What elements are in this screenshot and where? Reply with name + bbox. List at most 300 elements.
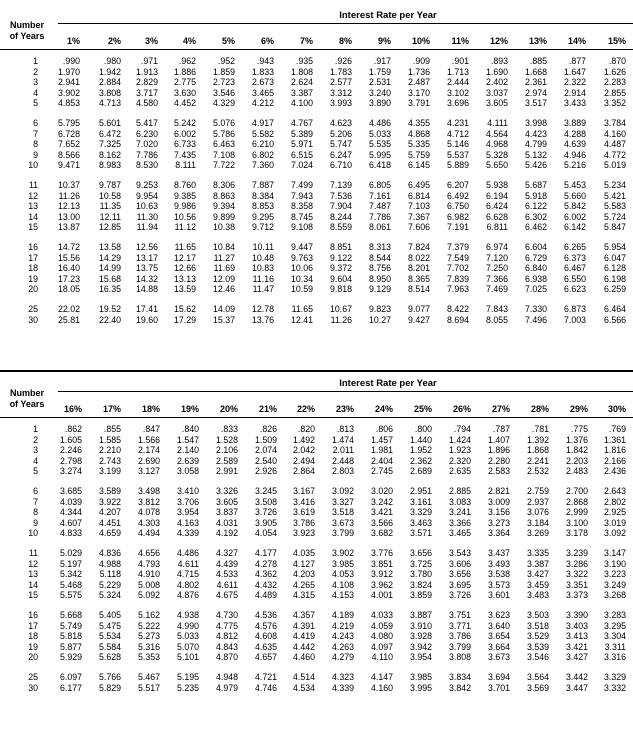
value-cell: 1.547 <box>176 434 199 445</box>
value-cell: 3.463 <box>409 517 432 528</box>
value-cell: 3.993 <box>329 98 352 109</box>
value-cell: 2.011 <box>332 445 354 456</box>
value-cell: 3.020 <box>370 486 393 496</box>
value-cell: 7.024 <box>290 160 313 171</box>
value-cell: 6.974 <box>485 242 508 252</box>
value-cell: 17.29 <box>173 314 196 325</box>
value-cell: 1.605 <box>59 434 82 445</box>
table-row <box>0 683 633 694</box>
value-cell: 5.829 <box>98 682 121 693</box>
rate-column-header: 19% <box>180 404 199 414</box>
value-cell: 3.780 <box>409 569 432 580</box>
value-cell: 6.128 <box>603 263 626 274</box>
rate-column-header: 22% <box>296 404 315 414</box>
value-cell: 5.584 <box>98 641 121 652</box>
value-cell: 4.439 <box>215 558 238 569</box>
value-cell: 3.601 <box>487 590 510 601</box>
rate-column-header: 13% <box>528 36 547 46</box>
value-cell: 3.239 <box>565 548 588 558</box>
value-cell: 4.031 <box>215 517 238 528</box>
value-cell: .962 <box>178 56 196 66</box>
value-cell: 3.928 <box>409 631 432 642</box>
value-cell: 4.656 <box>137 548 160 558</box>
value-cell: 3.352 <box>603 98 626 109</box>
value-cell: 3.664 <box>487 641 510 652</box>
value-cell: .935 <box>295 56 313 66</box>
rate-column-header: 7% <box>299 36 313 46</box>
year-cell: 14 <box>28 579 38 590</box>
year-cell: 19 <box>28 641 38 652</box>
year-cell: 3 <box>33 445 38 456</box>
rate-column-header: 12% <box>489 36 508 46</box>
value-cell: 6.463 <box>212 139 235 150</box>
value-cell: 5.008 <box>137 579 160 590</box>
value-cell: 6.628 <box>485 211 508 222</box>
value-cell: 3.311 <box>604 641 626 652</box>
value-cell: 3.923 <box>292 528 315 539</box>
value-cell: 3.273 <box>487 517 510 528</box>
value-cell: 2.951 <box>409 486 432 496</box>
header-rule <box>0 49 633 50</box>
value-cell: 1.392 <box>526 434 549 445</box>
value-cell: 3.842 <box>448 682 471 693</box>
value-cell: 12.09 <box>212 273 235 284</box>
table-row <box>0 610 633 621</box>
value-cell: 3.332 <box>603 682 626 693</box>
value-cell: 7.108 <box>212 149 235 160</box>
value-cell: .775 <box>570 424 588 434</box>
value-cell: 10.63 <box>135 201 158 212</box>
value-cell: 4.329 <box>212 98 235 109</box>
value-cell: 5.575 <box>59 590 82 601</box>
value-cell: 4.231 <box>446 118 469 128</box>
value-cell: 3.799 <box>448 641 471 652</box>
year-cell: 5 <box>33 466 38 477</box>
table-row <box>0 466 633 477</box>
value-cell: 7.435 <box>173 149 196 160</box>
value-cell: 5.517 <box>137 682 160 693</box>
rate-column-header: 15% <box>607 36 626 46</box>
value-cell: 4.635 <box>254 641 277 652</box>
value-cell: 3.656 <box>409 548 432 558</box>
value-cell: 6.198 <box>603 273 626 284</box>
value-cell: 7.025 <box>524 284 547 295</box>
table-row <box>0 621 633 632</box>
value-cell: 7.943 <box>290 190 313 201</box>
rate-column-header: 9% <box>377 36 391 46</box>
value-cell: 3.100 <box>565 517 588 528</box>
value-cell: 4.391 <box>292 620 315 631</box>
value-cell: 3.058 <box>176 466 199 477</box>
year-cell: 20 <box>28 284 38 295</box>
value-cell: 19.60 <box>135 314 158 325</box>
years-header-line: of Years <box>9 399 45 409</box>
value-cell: 7.379 <box>446 242 469 252</box>
value-cell: 3.571 <box>409 528 432 539</box>
value-cell: 3.083 <box>448 496 471 507</box>
value-cell: 2.914 <box>563 87 586 98</box>
value-cell: 5.335 <box>407 139 430 150</box>
value-cell: 1.896 <box>487 445 510 456</box>
value-cell: 1.457 <box>370 434 393 445</box>
value-cell: 7.887 <box>251 180 274 190</box>
value-cell: 2.635 <box>448 466 471 477</box>
value-cell: 6.002 <box>173 128 196 139</box>
value-cell: 5.468 <box>59 579 82 590</box>
value-cell: 4.608 <box>254 631 277 642</box>
value-cell: .794 <box>453 424 471 434</box>
value-cell: 9.122 <box>329 252 352 263</box>
value-cell: 2.362 <box>409 455 432 466</box>
table-row <box>0 242 633 253</box>
value-cell: .926 <box>334 56 352 66</box>
value-cell: 4.611 <box>216 579 238 590</box>
value-cell: 1.913 <box>135 66 158 77</box>
value-cell: 2.320 <box>448 455 471 466</box>
value-cell: 5.417 <box>135 118 158 128</box>
value-cell: 8.384 <box>251 190 274 201</box>
value-cell: 6.550 <box>563 273 586 284</box>
table-caption: Interest Rate per Year <box>339 378 437 389</box>
value-cell: 3.995 <box>409 682 432 693</box>
value-cell: 4.812 <box>215 631 238 642</box>
value-cell: 4.203 <box>292 569 315 580</box>
value-cell: 5.324 <box>98 590 121 601</box>
table-row <box>0 263 633 274</box>
value-cell: 3.427 <box>526 569 549 580</box>
value-cell: 1.566 <box>137 434 160 445</box>
value-cell: 4.059 <box>370 620 393 631</box>
value-cell: 4.035 <box>292 548 315 558</box>
year-cell: 30 <box>28 314 38 325</box>
table-row <box>0 77 633 88</box>
value-cell: 1.626 <box>603 66 626 77</box>
value-cell: 3.241 <box>448 507 471 518</box>
value-cell: 12.17 <box>173 252 196 263</box>
value-cell: 5.389 <box>290 128 313 139</box>
value-cell: 2.106 <box>215 445 238 456</box>
value-cell: 14.72 <box>57 242 80 252</box>
table-row <box>0 580 633 591</box>
year-cell: 13 <box>28 201 38 212</box>
value-cell: 4.153 <box>331 590 354 601</box>
value-cell: 3.493 <box>487 558 510 569</box>
value-cell: 1.690 <box>485 66 508 77</box>
value-cell: 2.926 <box>254 466 277 477</box>
value-cell: .813 <box>336 424 354 434</box>
value-cell: 3.695 <box>448 579 471 590</box>
value-cell: 4.533 <box>215 569 238 580</box>
value-cell: 11.26 <box>58 190 80 201</box>
value-cell: .826 <box>259 424 277 434</box>
value-cell: .943 <box>256 56 274 66</box>
table-row <box>0 118 633 129</box>
value-cell: 3.889 <box>563 118 586 128</box>
value-cell: 4.315 <box>292 590 315 601</box>
value-cell: 9.823 <box>368 304 391 314</box>
value-cell: 3.442 <box>565 672 588 682</box>
value-cell: 4.423 <box>524 128 547 139</box>
value-cell: 2.487 <box>407 77 430 88</box>
value-cell: 2.241 <box>526 455 549 466</box>
value-cell: 5.628 <box>98 652 121 663</box>
value-cell: 4.279 <box>331 652 354 663</box>
value-cell: 2.483 <box>565 466 588 477</box>
value-cell: 2.743 <box>98 455 121 466</box>
value-cell: 7.367 <box>407 211 430 222</box>
value-cell: 2.436 <box>603 466 626 477</box>
value-cell: 9.604 <box>329 273 352 284</box>
rate-column-header: 28% <box>530 404 549 414</box>
value-cell: 4.833 <box>59 528 82 539</box>
value-cell: 4.713 <box>98 98 121 109</box>
value-cell: 4.968 <box>485 139 508 150</box>
value-cell: 3.322 <box>565 569 588 580</box>
value-cell: .909 <box>412 56 430 66</box>
value-cell: 8.244 <box>329 211 352 222</box>
value-cell: 3.771 <box>448 620 471 631</box>
value-cell: 2.246 <box>59 445 82 456</box>
value-cell: 3.725 <box>409 558 432 569</box>
value-cell: 3.335 <box>526 548 549 558</box>
value-cell: 19.52 <box>98 304 121 314</box>
value-cell: 9.295 <box>251 211 274 222</box>
value-cell: 4.442 <box>292 641 315 652</box>
value-cell: 3.517 <box>524 98 547 109</box>
caption-underline <box>58 391 633 392</box>
year-cell: 10 <box>28 160 38 171</box>
value-cell: 6.145 <box>407 160 430 171</box>
value-cell: 11.35 <box>99 201 121 212</box>
value-cell: 4.147 <box>370 672 393 682</box>
value-cell: 4.339 <box>176 528 199 539</box>
value-cell: 15.56 <box>57 252 80 263</box>
years-header-line: Number <box>9 388 44 398</box>
value-cell: 1.713 <box>446 66 469 77</box>
value-cell: 4.623 <box>329 118 352 128</box>
value-cell: 3.184 <box>526 517 549 528</box>
value-cell: 6.802 <box>251 149 274 160</box>
value-cell: 11.27 <box>213 252 235 263</box>
value-cell: 2.283 <box>603 77 626 88</box>
value-cell: 5.847 <box>603 222 626 233</box>
value-cell: 10.27 <box>368 314 391 325</box>
value-cell: 8.201 <box>407 263 430 274</box>
value-cell: 4.948 <box>215 672 238 682</box>
value-cell: 4.534 <box>292 682 315 693</box>
value-cell: 4.362 <box>254 569 277 580</box>
value-cell: 1.668 <box>524 66 547 77</box>
value-cell: 4.288 <box>563 128 586 139</box>
value-cell: 6.472 <box>98 128 121 139</box>
value-cell: 4.657 <box>254 652 277 663</box>
value-cell: 3.242 <box>370 496 393 507</box>
value-cell: 4.494 <box>137 528 160 539</box>
value-cell: 4.265 <box>292 579 315 590</box>
value-cell: 6.207 <box>446 180 469 190</box>
value-cell: 4.080 <box>370 631 393 642</box>
value-cell: 5.195 <box>176 672 199 682</box>
value-cell: 12.66 <box>173 263 196 274</box>
value-cell: 4.607 <box>59 517 82 528</box>
table-caption: Interest Rate per Year <box>339 10 437 21</box>
value-cell: 5.235 <box>176 682 199 693</box>
value-cell: 3.685 <box>59 486 82 496</box>
value-cell: 4.489 <box>254 590 277 601</box>
value-cell: 3.366 <box>448 517 471 528</box>
value-cell: 3.223 <box>603 569 626 580</box>
value-cell: 12.46 <box>212 284 235 295</box>
value-cell: 6.623 <box>563 284 586 295</box>
rate-column-header: 26% <box>452 404 471 414</box>
value-cell: 4.219 <box>331 620 354 631</box>
value-cell: 4.419 <box>292 631 315 642</box>
value-cell: 5.650 <box>485 160 508 171</box>
value-cell: 5.938 <box>485 180 508 190</box>
value-cell: 3.694 <box>487 672 510 682</box>
value-cell: 1.492 <box>292 434 315 445</box>
value-cell: 5.222 <box>137 620 160 631</box>
value-cell: 4.263 <box>331 641 354 652</box>
value-cell: 2.884 <box>98 77 121 88</box>
value-cell: 3.364 <box>487 528 510 539</box>
value-cell: 3.269 <box>526 528 549 539</box>
value-cell: 5.687 <box>524 180 547 190</box>
value-cell: .769 <box>608 424 626 434</box>
value-cell: 4.192 <box>215 528 238 539</box>
value-cell: 7.487 <box>368 201 391 212</box>
rate-column-header: 17% <box>102 404 121 414</box>
value-cell: 4.432 <box>254 579 277 590</box>
table-row <box>0 559 633 570</box>
value-cell: 8.422 <box>446 304 469 314</box>
value-cell: 3.147 <box>603 548 626 558</box>
table-row <box>0 435 633 446</box>
value-cell: 7.652 <box>57 139 80 150</box>
value-cell: 5.353 <box>137 652 160 663</box>
value-cell: 3.808 <box>98 87 121 98</box>
value-cell: 9.447 <box>290 242 313 252</box>
value-cell: 15.62 <box>173 304 196 314</box>
value-cell: 9.427 <box>407 314 430 325</box>
value-cell: 5.818 <box>59 631 82 642</box>
value-cell: 8.061 <box>368 222 391 233</box>
value-cell: 10.11 <box>252 242 274 252</box>
annuity-table-16-30 <box>0 370 633 732</box>
table-row <box>0 212 633 223</box>
years-header-line: Number <box>9 20 44 30</box>
value-cell: 2.280 <box>487 455 510 466</box>
value-cell: .806 <box>375 424 393 434</box>
year-cell: 2 <box>33 66 38 77</box>
value-cell: 5.747 <box>329 139 352 150</box>
value-cell: 3.566 <box>370 517 393 528</box>
value-cell: 5.316 <box>137 641 160 652</box>
value-cell: 3.274 <box>59 466 82 477</box>
value-cell: 6.604 <box>524 242 547 252</box>
value-cell: 3.312 <box>329 87 352 98</box>
value-cell: 3.905 <box>254 517 277 528</box>
value-cell: 3.546 <box>212 87 235 98</box>
value-cell: 4.730 <box>215 610 238 620</box>
value-cell: 22.40 <box>98 314 121 325</box>
table-row <box>0 191 633 202</box>
table-row <box>0 445 633 456</box>
value-cell: 2.140 <box>176 445 199 456</box>
value-cell: 7.499 <box>290 180 313 190</box>
value-cell: 14.29 <box>98 252 121 263</box>
value-cell: 7.702 <box>446 263 469 274</box>
value-cell: 3.890 <box>368 98 391 109</box>
year-cell: 9 <box>33 517 38 528</box>
value-cell: 2.540 <box>254 455 277 466</box>
table-row <box>0 201 633 212</box>
value-cell: 2.361 <box>524 77 547 88</box>
value-cell: 3.167 <box>292 486 315 496</box>
value-cell: 3.799 <box>331 528 354 539</box>
value-cell: 3.998 <box>524 118 547 128</box>
table-row <box>0 548 633 559</box>
value-cell: 4.639 <box>563 139 586 150</box>
value-cell: 8.358 <box>290 201 313 212</box>
value-cell: 5.583 <box>603 201 626 212</box>
value-cell: 22.02 <box>57 304 80 314</box>
value-cell: 17.23 <box>57 273 80 284</box>
value-cell: 15.37 <box>212 314 235 325</box>
value-cell: 7.786 <box>135 149 158 160</box>
rate-column-header: 21% <box>258 404 277 414</box>
value-cell: 5.929 <box>59 652 82 663</box>
value-cell: 5.467 <box>137 672 160 682</box>
value-cell: 4.746 <box>254 682 277 693</box>
value-cell: 12.41 <box>290 314 313 325</box>
value-cell: .971 <box>140 56 158 66</box>
rate-column-header: 27% <box>491 404 510 414</box>
value-cell: 5.197 <box>59 558 82 569</box>
rate-column-header: 10% <box>411 36 430 46</box>
value-cell: 8.983 <box>98 160 121 171</box>
year-cell: 6 <box>33 118 38 128</box>
value-cell: 6.840 <box>524 263 547 274</box>
value-cell: 4.910 <box>137 569 160 580</box>
value-cell: 3.751 <box>448 610 471 620</box>
value-cell: 5.795 <box>57 118 80 128</box>
value-cell: 9.077 <box>407 304 430 314</box>
value-cell: 3.387 <box>526 558 549 569</box>
value-cell: 3.433 <box>563 98 586 109</box>
value-cell: 2.885 <box>448 486 471 496</box>
value-cell: 1.759 <box>368 66 391 77</box>
value-cell: 11.12 <box>174 222 196 233</box>
value-cell: 6.873 <box>563 304 586 314</box>
table-row <box>0 139 633 150</box>
value-cell: 7.549 <box>446 252 469 263</box>
value-cell: 3.546 <box>526 652 549 663</box>
value-cell: 10.58 <box>98 190 121 201</box>
rate-column-header: 1% <box>66 36 80 46</box>
value-cell: 8.055 <box>485 314 508 325</box>
value-cell: 5.426 <box>524 160 547 171</box>
value-cell: 1.528 <box>215 434 238 445</box>
year-cell: 18 <box>28 631 38 642</box>
rate-column-header: 5% <box>221 36 235 46</box>
year-cell: 13 <box>28 569 38 580</box>
rate-column-header: 25% <box>413 404 432 414</box>
value-cell: 5.537 <box>446 149 469 160</box>
value-cell: 4.564 <box>485 128 508 139</box>
value-cell: 5.582 <box>251 128 274 139</box>
value-cell: 4.054 <box>254 528 277 539</box>
